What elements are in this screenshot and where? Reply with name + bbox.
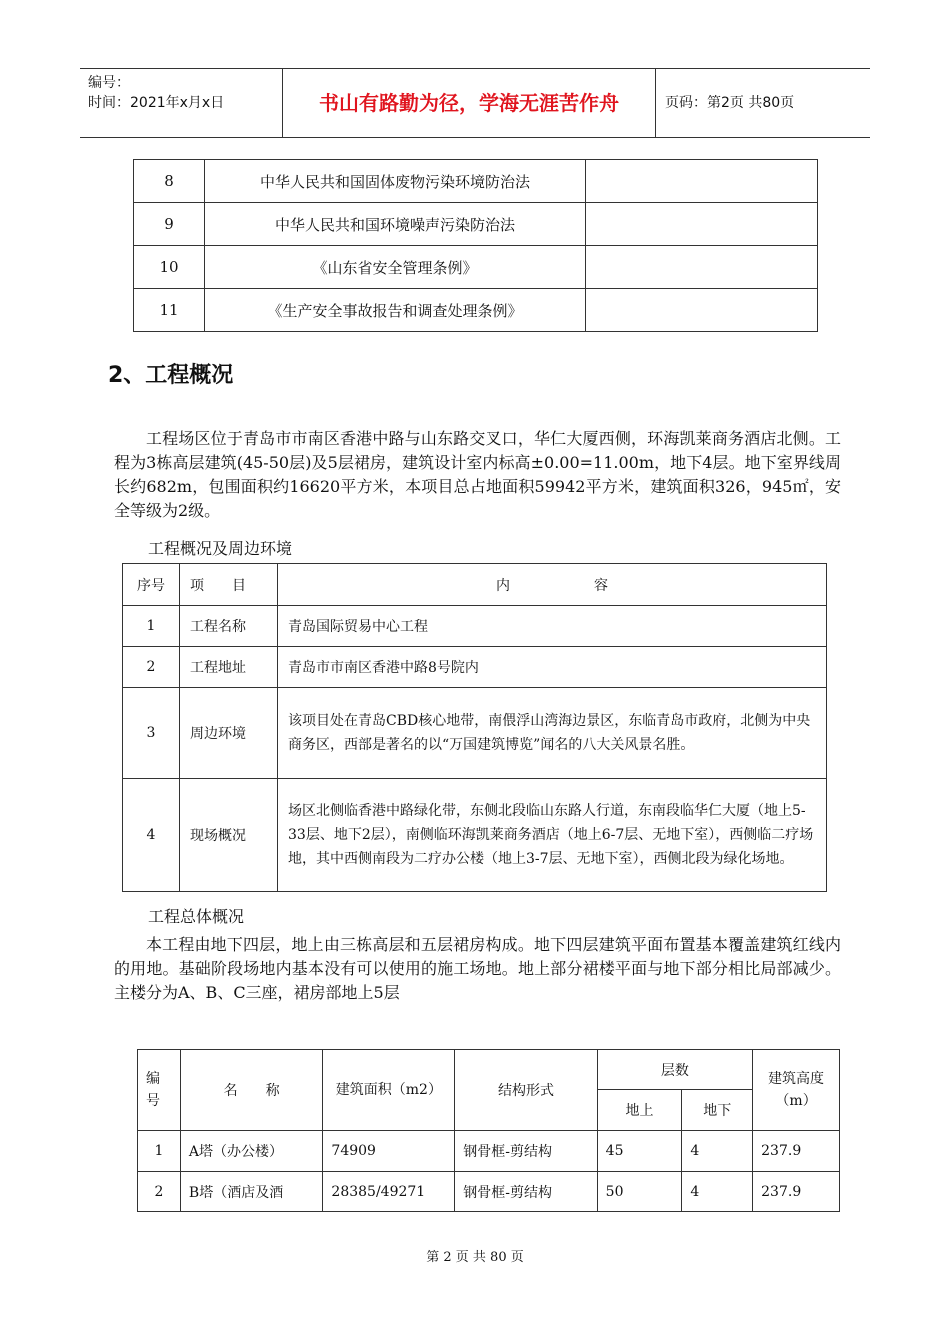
time-label: 时间：2021年x月x日 xyxy=(88,95,225,111)
row-content: 青岛国际贸易中心工程 xyxy=(278,606,827,647)
row-number: 4 xyxy=(123,779,180,892)
header-page-info: 页码：第2页 共80页 xyxy=(665,95,795,111)
intro-paragraph: 工程场区位于青岛市市南区香港中路与山东路交叉口，华仁大厦西侧，环海凯莱商务酒店北侧。工程为3栋高层建筑(45-50层)及5层裙房，建筑设计室内标高±0.00=11.00m，地下4层。地下室界线周长约682m，包围面积约16620平方米，本项目总占地面积59942平方米，建筑面积326，945㎡，安全等级为2级。 xyxy=(114,429,841,520)
header-area: 建筑面积（m2） xyxy=(323,1050,455,1131)
row-number: 9 xyxy=(134,203,205,246)
header-above: 地上 xyxy=(597,1090,682,1131)
header-height: 建筑高度（m） xyxy=(753,1050,840,1131)
table-row xyxy=(134,289,818,332)
law-note xyxy=(586,289,818,332)
law-note xyxy=(586,160,818,203)
row-number: 11 xyxy=(134,289,205,332)
law-name: 《山东省安全管理条例》 xyxy=(205,246,586,289)
header-no: 序号 xyxy=(123,564,180,606)
header-name: 名 称 xyxy=(180,1050,323,1131)
law-name: 《生产安全事故报告和调查处理条例》 xyxy=(205,289,586,332)
law-name: 中华人民共和国固体废物污染环境防治法 xyxy=(205,160,586,203)
header-structure: 结构形式 xyxy=(455,1050,597,1131)
header-motto: 书山有路勤为径，学海无涯苦作舟 xyxy=(283,69,656,137)
page-footer: 第 2 页 共 80 页 xyxy=(426,1250,524,1265)
table-row xyxy=(123,606,827,647)
row-item: 周边环境 xyxy=(180,688,278,779)
header-floors: 层数 xyxy=(597,1050,752,1090)
row-number: 2 xyxy=(138,1172,181,1212)
row-content: 场区北侧临香港中路绿化带，东侧北段临山东路人行道，东南段临华仁大厦（地上5-33层、地下2层），南侧临环海凯莱商务酒店（地上6-7层、无地下室），西侧临二疗场地，其中西侧南段为二疗办公楼（地上3-7层、无地下室），西侧北段为绿化场地。 xyxy=(278,779,827,892)
section-heading: 2、工程概况 xyxy=(108,363,234,388)
row-item: 工程名称 xyxy=(180,606,278,647)
general-label: 工程总体概况 xyxy=(148,907,245,926)
row-item: 工程地址 xyxy=(180,647,278,688)
row-number: 1 xyxy=(138,1131,181,1172)
header-item: 项 目 xyxy=(180,564,278,606)
row-number: 2 xyxy=(123,647,180,688)
table-row xyxy=(134,203,818,246)
law-note xyxy=(586,246,818,289)
row-number: 1 xyxy=(123,606,180,647)
table-row xyxy=(134,160,818,203)
row-content: 该项目处在青岛CBD核心地带，南偎浮山湾海边景区，东临青岛市政府，北侧为中央商务区，西部是著名的以“万国建筑博览”闻名的八大关风景名胜。 xyxy=(278,688,827,779)
row-content: 青岛市市南区香港中路8号院内 xyxy=(278,647,827,688)
row-below: 4 xyxy=(682,1131,753,1172)
row-above: 50 xyxy=(597,1172,682,1212)
row-above: 45 xyxy=(597,1131,682,1172)
table-header-row xyxy=(138,1050,840,1090)
row-height: 237.9 xyxy=(753,1172,840,1212)
overview-table xyxy=(122,563,827,892)
row-name: B塔（酒店及酒 xyxy=(180,1172,323,1212)
table-row xyxy=(123,779,827,892)
row-height: 237.9 xyxy=(753,1131,840,1172)
header-no: 编号 xyxy=(138,1050,181,1131)
laws-table xyxy=(133,159,818,332)
table-row xyxy=(123,647,827,688)
table-row xyxy=(134,246,818,289)
header-below: 地下 xyxy=(682,1090,753,1131)
overview-label: 工程概况及周边环境 xyxy=(148,539,293,558)
row-structure: 钢骨框-剪结构 xyxy=(455,1172,597,1212)
header-content: 内 容 xyxy=(278,564,827,606)
row-area: 74909 xyxy=(323,1131,455,1172)
row-item: 现场概况 xyxy=(180,779,278,892)
row-below: 4 xyxy=(682,1172,753,1212)
row-number: 10 xyxy=(134,246,205,289)
table-row xyxy=(123,688,827,779)
table-row xyxy=(138,1172,840,1212)
row-name: A塔（办公楼） xyxy=(180,1131,323,1172)
table-row xyxy=(138,1131,840,1172)
number-label: 编号： xyxy=(88,75,130,91)
table-header-row xyxy=(123,564,827,606)
general-paragraph: 本工程由地下四层，地上由三栋高层和五层裙房构成。地下四层建筑平面布置基本覆盖建筑红线内的用地。基础阶段场地内基本没有可以使用的施工场地。地上部分裙楼平面与地下部分相比局部减少。主楼分为A、B、C三座，裙房部地上5层 xyxy=(114,935,841,1002)
row-structure: 钢骨框-剪结构 xyxy=(455,1131,597,1172)
row-number: 3 xyxy=(123,688,180,779)
page-header xyxy=(80,68,870,138)
law-name: 中华人民共和国环境噪声污染防治法 xyxy=(205,203,586,246)
header-meta xyxy=(80,69,283,137)
row-area: 28385/49271 xyxy=(323,1172,455,1212)
law-note xyxy=(586,203,818,246)
row-number: 8 xyxy=(134,160,205,203)
building-table xyxy=(137,1049,840,1212)
